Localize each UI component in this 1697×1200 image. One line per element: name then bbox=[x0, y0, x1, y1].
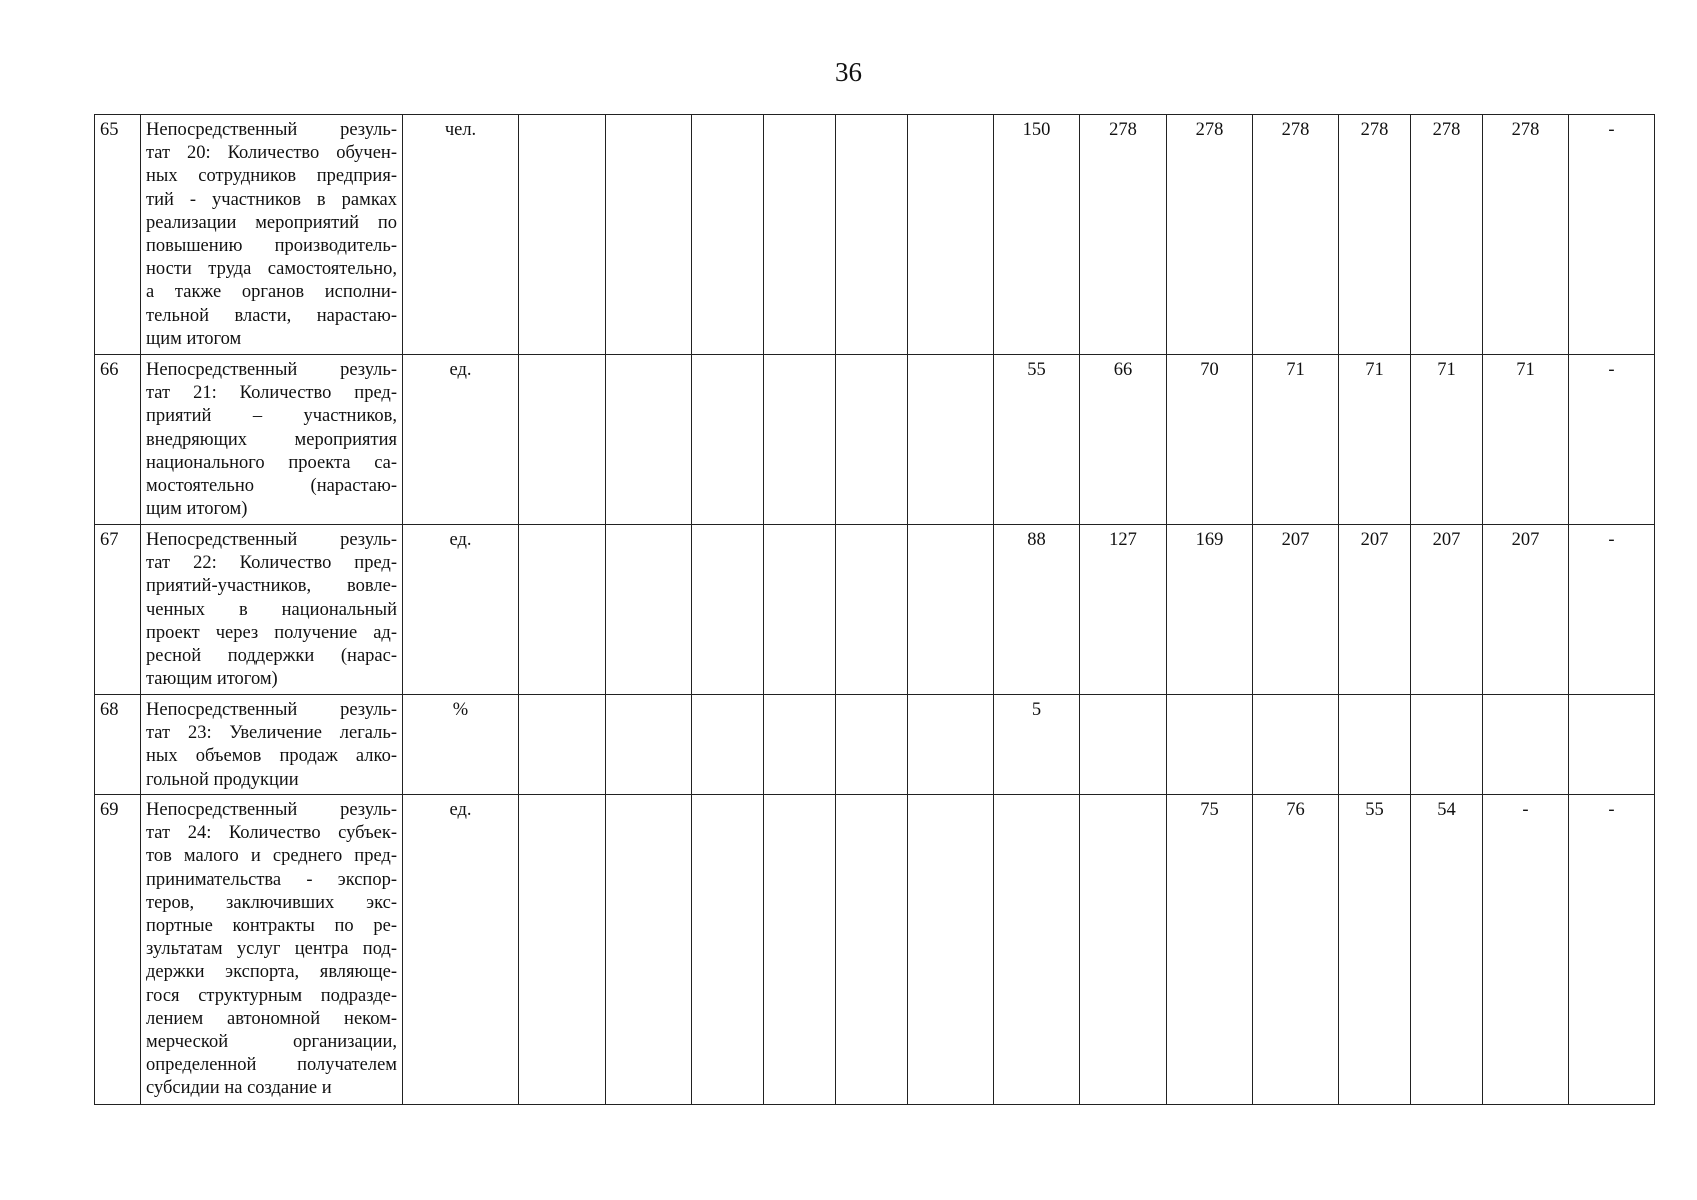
indicator-name-line: внедряющих мероприятия bbox=[146, 429, 397, 450]
indicator-name bbox=[141, 795, 403, 1105]
value-cell: 66 bbox=[1080, 355, 1167, 525]
indicator-name-line: гольной продукции bbox=[146, 769, 299, 790]
value-cell: - bbox=[1569, 525, 1655, 695]
indicator-name-line: Непосредственный резуль- bbox=[146, 700, 397, 720]
row-number: 65 bbox=[95, 115, 141, 355]
value-cell: 54 bbox=[1411, 795, 1483, 1105]
indicator-name bbox=[141, 115, 403, 355]
value-cell: 207 bbox=[1253, 525, 1339, 695]
indicator-name-line: Непосредственный резуль- bbox=[146, 800, 397, 820]
value-cell bbox=[908, 695, 994, 795]
value-cell bbox=[764, 355, 836, 525]
indicator-name-line: тов малого и среднего пред- bbox=[146, 846, 397, 867]
value-cell: 55 bbox=[994, 355, 1080, 525]
unit-cell: чел. bbox=[403, 115, 519, 355]
value-cell bbox=[836, 115, 908, 355]
indicator-name-line: определенной получателем bbox=[146, 1055, 397, 1076]
value-cell bbox=[764, 695, 836, 795]
table-row bbox=[95, 695, 1655, 795]
indicator-name-line: национального проекта са- bbox=[146, 452, 397, 473]
table-row bbox=[95, 795, 1655, 1105]
indicator-name-line: повышению производитель- bbox=[146, 235, 397, 256]
value-cell: - bbox=[1569, 355, 1655, 525]
value-cell bbox=[519, 695, 606, 795]
row-number: 68 bbox=[95, 695, 141, 795]
value-cell bbox=[1569, 695, 1655, 795]
value-cell: 71 bbox=[1411, 355, 1483, 525]
indicator-name bbox=[141, 355, 403, 525]
value-cell bbox=[994, 795, 1080, 1105]
value-cell bbox=[836, 695, 908, 795]
value-cell bbox=[908, 795, 994, 1105]
indicator-name-line: ности труда самостоятельно, bbox=[146, 259, 397, 280]
table-row bbox=[95, 115, 1655, 355]
value-cell bbox=[1411, 695, 1483, 795]
indicator-name-line: Непосредственный резуль- bbox=[146, 530, 397, 550]
value-cell: 207 bbox=[1339, 525, 1411, 695]
value-cell bbox=[606, 695, 692, 795]
value-cell: - bbox=[1483, 795, 1569, 1105]
value-cell bbox=[764, 795, 836, 1105]
indicator-name-line: щим итогом) bbox=[146, 499, 248, 520]
indicator-name-line: Непосредственный резуль- bbox=[146, 360, 397, 380]
value-cell: 127 bbox=[1080, 525, 1167, 695]
indicators-table bbox=[94, 114, 1655, 1105]
value-cell bbox=[1483, 695, 1569, 795]
value-cell: 207 bbox=[1483, 525, 1569, 695]
value-cell bbox=[836, 795, 908, 1105]
value-cell: 75 bbox=[1167, 795, 1253, 1105]
value-cell bbox=[908, 355, 994, 525]
indicator-name-line: Непосредственный резуль- bbox=[146, 120, 397, 140]
indicator-name-line: проект через получение ад- bbox=[146, 622, 397, 643]
value-cell: 278 bbox=[1167, 115, 1253, 355]
indicator-name-line: тат 21: Количество пред- bbox=[146, 383, 397, 404]
indicator-name-line: приятий-участников, вовле- bbox=[146, 576, 397, 597]
value-cell: 71 bbox=[1483, 355, 1569, 525]
indicator-name-line: мостоятельно (нарастаю- bbox=[146, 475, 397, 496]
indicator-name bbox=[141, 695, 403, 795]
indicator-name-line: ных сотрудников предприя- bbox=[146, 166, 397, 187]
value-cell bbox=[606, 115, 692, 355]
indicator-name-line: тающим итогом) bbox=[146, 669, 278, 690]
indicator-name-line: теров, заключивших экс- bbox=[146, 892, 397, 913]
row-number: 67 bbox=[95, 525, 141, 695]
unit-cell: ед. bbox=[403, 355, 519, 525]
value-cell bbox=[1253, 695, 1339, 795]
indicator-name-line: тий - участников в рамках bbox=[146, 189, 397, 210]
indicator-name-line: принимательства - экспор- bbox=[146, 869, 397, 890]
value-cell: - bbox=[1569, 115, 1655, 355]
indicator-name-line: щим итогом bbox=[146, 328, 242, 349]
value-cell bbox=[606, 795, 692, 1105]
row-number: 69 bbox=[95, 795, 141, 1105]
value-cell: 278 bbox=[1080, 115, 1167, 355]
value-cell: 278 bbox=[1253, 115, 1339, 355]
indicator-name-line: ченных в национальный bbox=[146, 599, 397, 620]
value-cell bbox=[519, 525, 606, 695]
value-cell: 71 bbox=[1339, 355, 1411, 525]
value-cell bbox=[836, 525, 908, 695]
value-cell: 71 bbox=[1253, 355, 1339, 525]
value-cell bbox=[606, 525, 692, 695]
value-cell: - bbox=[1569, 795, 1655, 1105]
row-number: 66 bbox=[95, 355, 141, 525]
table-row bbox=[95, 525, 1655, 695]
indicator-name-line: ных объемов продаж алко- bbox=[146, 746, 397, 767]
unit-cell: ед. bbox=[403, 795, 519, 1105]
unit-cell: ед. bbox=[403, 525, 519, 695]
indicator-name-line: тат 23: Увеличение легаль- bbox=[146, 723, 397, 744]
value-cell: 207 bbox=[1411, 525, 1483, 695]
value-cell bbox=[519, 115, 606, 355]
indicator-name-line: ресной поддержки (нарас- bbox=[146, 645, 397, 666]
indicator-name-line: тельной власти, нарастаю- bbox=[146, 305, 397, 326]
indicator-name-line: реализации мероприятий по bbox=[146, 212, 397, 233]
value-cell: 278 bbox=[1411, 115, 1483, 355]
value-cell: 5 bbox=[994, 695, 1080, 795]
table-row bbox=[95, 355, 1655, 525]
value-cell bbox=[519, 795, 606, 1105]
indicator-name-line: а также органов исполни- bbox=[146, 282, 397, 303]
indicator-name-line: лением автономной неком- bbox=[146, 1008, 397, 1029]
value-cell bbox=[692, 355, 764, 525]
value-cell: 70 bbox=[1167, 355, 1253, 525]
indicator-name bbox=[141, 525, 403, 695]
indicator-name-line: субсидии на создание и bbox=[146, 1078, 332, 1099]
value-cell: 150 bbox=[994, 115, 1080, 355]
value-cell: 88 bbox=[994, 525, 1080, 695]
page-number: 36 bbox=[835, 57, 862, 87]
value-cell bbox=[836, 355, 908, 525]
value-cell: 169 bbox=[1167, 525, 1253, 695]
value-cell bbox=[692, 115, 764, 355]
indicator-name-line: мерческой организации, bbox=[146, 1031, 397, 1052]
value-cell: 278 bbox=[1483, 115, 1569, 355]
indicator-name-line: держки экспорта, являюще- bbox=[146, 962, 397, 983]
value-cell bbox=[519, 355, 606, 525]
value-cell bbox=[692, 695, 764, 795]
value-cell bbox=[692, 795, 764, 1105]
value-cell bbox=[908, 525, 994, 695]
value-cell bbox=[908, 115, 994, 355]
indicator-name-line: гося структурным подразде- bbox=[146, 985, 397, 1006]
value-cell: 55 bbox=[1339, 795, 1411, 1105]
indicator-name-line: приятий – участников, bbox=[146, 406, 397, 427]
value-cell bbox=[1339, 695, 1411, 795]
value-cell: 76 bbox=[1253, 795, 1339, 1105]
value-cell bbox=[606, 355, 692, 525]
indicator-name-line: тат 20: Количество обучен- bbox=[146, 143, 397, 164]
value-cell bbox=[1167, 695, 1253, 795]
value-cell bbox=[1080, 695, 1167, 795]
value-cell bbox=[1080, 795, 1167, 1105]
indicator-name-line: тат 24: Количество субъек- bbox=[146, 823, 397, 844]
indicator-name-line: зультатам услуг центра под- bbox=[146, 939, 397, 960]
value-cell bbox=[692, 525, 764, 695]
indicator-name-line: портные контракты по ре- bbox=[146, 915, 397, 936]
indicator-name-line: тат 22: Количество пред- bbox=[146, 553, 397, 574]
unit-cell: % bbox=[403, 695, 519, 795]
value-cell: 278 bbox=[1339, 115, 1411, 355]
value-cell bbox=[764, 525, 836, 695]
value-cell bbox=[764, 115, 836, 355]
table-body bbox=[95, 115, 1655, 1105]
